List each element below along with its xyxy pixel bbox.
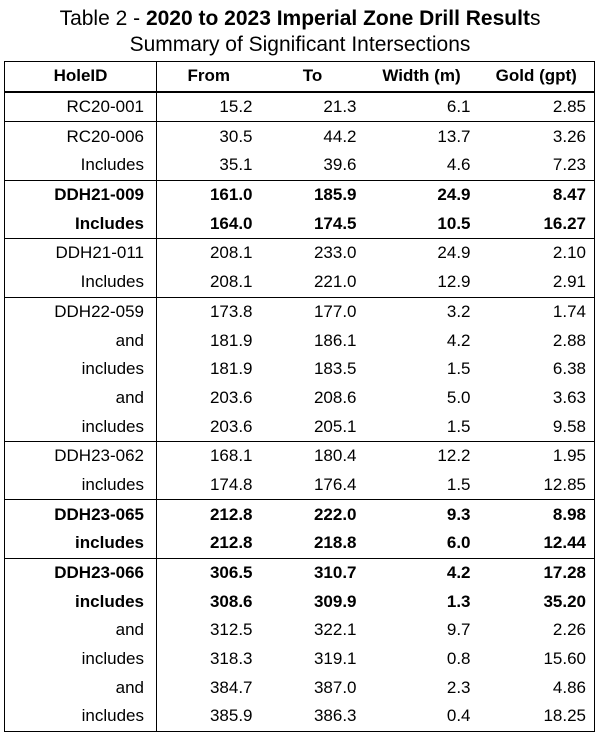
cell-width: 10.5	[437, 213, 471, 233]
cell-width: 4.2	[365, 558, 479, 587]
cell-to: 222.0	[261, 500, 365, 529]
cell-width: 3.2	[365, 297, 479, 326]
cell-gold: 2.85	[479, 92, 595, 122]
cell-width: 12.9	[437, 272, 471, 292]
cell-width: 9.7	[446, 620, 471, 640]
cell-to: 21.3	[261, 92, 365, 122]
cell-gold: 6.38	[552, 359, 586, 379]
cell-from: 174.8	[209, 474, 253, 494]
cell-gold: 3.63	[552, 387, 586, 407]
table-row	[5, 151, 595, 180]
cell-to: 309.9	[313, 591, 357, 611]
cell-holeid: DDH22-059	[5, 297, 157, 326]
cell-from: 318.3	[209, 649, 253, 669]
cell-to: 221.0	[313, 272, 357, 292]
col-header-width: Width (m)	[365, 62, 479, 92]
cell-holeid: DDH21-011	[5, 239, 157, 268]
cell-width: 5.0	[446, 387, 471, 407]
cell-holeid: includes	[5, 645, 157, 674]
cell-gold: 2.10	[479, 239, 595, 268]
table-row	[5, 384, 595, 413]
cell-to: 44.2	[261, 122, 365, 151]
cell-gold: 8.98	[479, 500, 595, 529]
cell-to: 205.1	[313, 416, 357, 436]
table-row	[5, 616, 595, 645]
table-subtitle: Summary of Significant Intersections	[129, 33, 471, 56]
cell-gold: 4.86	[552, 677, 586, 697]
table-row	[5, 209, 595, 238]
table-row	[5, 645, 595, 674]
table-row	[5, 239, 595, 268]
cell-width: 1.5	[446, 359, 471, 379]
cell-from: 181.9	[209, 330, 253, 350]
cell-to: 310.7	[261, 558, 365, 587]
cell-holeid: and	[5, 616, 157, 645]
cell-to: 322.1	[313, 620, 357, 640]
cell-to: 386.3	[313, 706, 357, 726]
table-row	[5, 500, 595, 529]
cell-from: 212.8	[209, 533, 253, 553]
cell-gold: 18.25	[543, 706, 586, 726]
title-bold: 2020 to 2023 Imperial Zone Drill Result	[145, 7, 530, 30]
cell-holeid: RC20-001	[5, 92, 157, 122]
cell-to: 208.6	[313, 387, 357, 407]
cell-gold: 9.58	[552, 416, 586, 436]
table-row	[5, 412, 595, 441]
cell-width: 6.0	[446, 533, 471, 553]
cell-from: 212.8	[157, 500, 261, 529]
cell-to: 185.9	[261, 180, 365, 209]
cell-holeid: Includes	[5, 268, 157, 297]
cell-to: 174.5	[313, 213, 357, 233]
cell-to: 177.0	[261, 297, 365, 326]
cell-to: 183.5	[313, 359, 357, 379]
cell-width: 24.9	[365, 180, 479, 209]
cell-width: 13.7	[365, 122, 479, 151]
table-row	[5, 355, 595, 384]
cell-holeid: includes	[5, 471, 157, 500]
col-header-to: To	[261, 62, 365, 92]
cell-to: 180.4	[261, 441, 365, 470]
cell-width: 2.3	[446, 677, 471, 697]
cell-holeid: includes	[5, 355, 157, 384]
cell-width: 0.8	[446, 649, 471, 669]
cell-holeid: DDH23-062	[5, 441, 157, 470]
table-row	[5, 471, 595, 500]
table-row	[5, 587, 595, 616]
cell-holeid: and	[5, 326, 157, 355]
cell-gold: 35.20	[543, 591, 586, 611]
table-row	[5, 180, 595, 209]
cell-width: 24.9	[365, 239, 479, 268]
col-header-holeid: HoleID	[5, 62, 157, 92]
cell-from: 203.6	[209, 387, 253, 407]
cell-from: 173.8	[157, 297, 261, 326]
cell-width: 4.6	[446, 155, 471, 175]
cell-to: 233.0	[261, 239, 365, 268]
cell-gold: 12.85	[543, 474, 586, 494]
cell-holeid: DDH21-009	[5, 180, 157, 209]
cell-gold: 7.23	[552, 155, 586, 175]
table-row	[5, 441, 595, 470]
cell-holeid: Includes	[5, 209, 157, 238]
cell-to: 387.0	[313, 677, 357, 697]
header-row	[5, 62, 595, 92]
cell-gold: 1.74	[479, 297, 595, 326]
cell-gold: 2.88	[552, 330, 586, 350]
cell-gold: 12.44	[543, 533, 586, 553]
cell-from: 308.6	[209, 591, 253, 611]
cell-width: 0.4	[446, 706, 471, 726]
table-row	[5, 92, 595, 122]
cell-from: 384.7	[209, 677, 253, 697]
cell-from: 385.9	[209, 706, 253, 726]
cell-gold: 15.60	[543, 649, 586, 669]
cell-holeid: includes	[5, 587, 157, 616]
cell-from: 164.0	[209, 213, 253, 233]
table-body	[5, 92, 595, 732]
cell-holeid: RC20-006	[5, 122, 157, 151]
col-header-from: From	[157, 62, 261, 92]
table-row	[5, 702, 595, 731]
table-row	[5, 297, 595, 326]
cell-from: 208.1	[209, 272, 253, 292]
cell-to: 39.6	[323, 155, 357, 175]
cell-width: 1.5	[446, 416, 471, 436]
cell-holeid: and	[5, 673, 157, 702]
cell-holeid: and	[5, 384, 157, 413]
table-row	[5, 558, 595, 587]
cell-width: 12.2	[365, 441, 479, 470]
table-title	[0, 6, 600, 32]
cell-from: 15.2	[157, 92, 261, 122]
title-prefix: Table 2 -	[59, 7, 146, 30]
cell-to: 218.8	[313, 533, 357, 553]
cell-gold: 8.47	[479, 180, 595, 209]
cell-from: 181.9	[209, 359, 253, 379]
cell-holeid: includes	[5, 529, 157, 558]
col-header-gold: Gold (gpt)	[479, 62, 595, 92]
table-row	[5, 529, 595, 558]
cell-width: 1.5	[446, 474, 471, 494]
cell-to: 176.4	[313, 474, 357, 494]
cell-from: 30.5	[157, 122, 261, 151]
cell-width: 6.1	[365, 92, 479, 122]
cell-from: 208.1	[157, 239, 261, 268]
cell-gold: 16.27	[543, 213, 586, 233]
cell-gold: 17.28	[479, 558, 595, 587]
cell-width: 9.3	[365, 500, 479, 529]
cell-from: 35.1	[219, 155, 253, 175]
cell-from: 161.0	[157, 180, 261, 209]
cell-gold: 1.95	[479, 441, 595, 470]
cell-holeid: includes	[5, 412, 157, 441]
cell-width: 4.2	[446, 330, 471, 350]
table-row	[5, 122, 595, 151]
cell-holeid: Includes	[5, 151, 157, 180]
drill-results-table	[4, 61, 595, 732]
cell-from: 168.1	[157, 441, 261, 470]
cell-to: 319.1	[313, 649, 357, 669]
cell-holeid: DDH23-065	[5, 500, 157, 529]
cell-to: 186.1	[313, 330, 357, 350]
cell-from: 312.5	[209, 620, 253, 640]
table-row	[5, 268, 595, 297]
cell-from: 306.5	[157, 558, 261, 587]
cell-gold: 2.26	[552, 620, 586, 640]
title-suffix: s	[529, 7, 541, 30]
cell-width: 1.3	[446, 591, 471, 611]
cell-gold: 3.26	[479, 122, 595, 151]
cell-holeid: DDH23-066	[5, 558, 157, 587]
cell-gold: 2.91	[552, 272, 586, 292]
table-row	[5, 326, 595, 355]
cell-from: 203.6	[209, 416, 253, 436]
cell-holeid: includes	[5, 702, 157, 731]
table-row	[5, 673, 595, 702]
